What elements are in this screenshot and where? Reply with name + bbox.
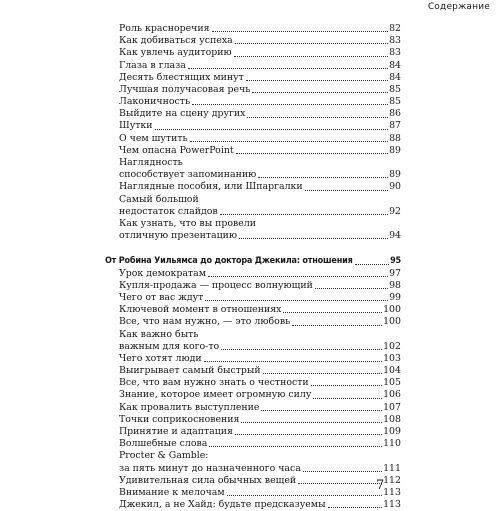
toc-entry-page: 109 xyxy=(383,425,401,437)
toc-section-title: От Робина Уильямса до доктора Джекила: отношения xyxy=(105,256,353,267)
toc-entry-title: Удивительная сила обычных вещей xyxy=(119,474,297,486)
toc-leader xyxy=(313,398,382,399)
toc-entry-title: Глаза в глаза xyxy=(119,59,186,71)
toc-entry xyxy=(105,475,401,487)
table-of-contents xyxy=(105,23,401,511)
toc-entry xyxy=(105,292,401,304)
toc-entry-page: 100 xyxy=(383,316,401,328)
toc-entry-page: 88 xyxy=(389,132,401,144)
toc-entry xyxy=(105,121,401,133)
toc-leader xyxy=(305,190,388,191)
toc-entry xyxy=(105,402,401,414)
toc-entry xyxy=(105,316,401,328)
toc-leader xyxy=(252,92,388,93)
toc-entry-page: 89 xyxy=(389,144,401,156)
toc-entry-title: способствует запоминанию xyxy=(119,169,257,181)
toc-block-second xyxy=(105,268,401,511)
toc-entry-page: 102 xyxy=(383,340,401,352)
toc-entry xyxy=(105,414,401,426)
toc-leader xyxy=(209,446,382,447)
toc-entry-page: 85 xyxy=(389,83,401,95)
toc-leader xyxy=(241,422,382,423)
toc-entry xyxy=(105,181,401,193)
toc-entry xyxy=(105,365,401,377)
toc-entry-page: 108 xyxy=(383,413,401,425)
toc-entry-title: Урок демократам xyxy=(119,267,207,279)
toc-entry-page: 82 xyxy=(389,22,401,34)
toc-entry-page: 97 xyxy=(389,267,401,279)
toc-entry-page: 84 xyxy=(389,59,401,71)
toc-entry-title: важным для кого-то xyxy=(119,340,220,352)
toc-leader xyxy=(247,117,388,118)
toc-entry-title: Ключевой момент в отношениях xyxy=(119,304,282,316)
toc-entry-title: Самый большой xyxy=(119,193,199,205)
toc-entry-title: Procter & Gamble: xyxy=(119,450,209,462)
toc-entry xyxy=(105,218,401,230)
toc-entry xyxy=(105,23,401,35)
toc-entry-title: Все, что нам нужно, — это любовь xyxy=(119,316,291,328)
toc-entry-page: 100 xyxy=(383,304,401,316)
toc-entry-page: 92 xyxy=(389,205,401,217)
toc-leader xyxy=(190,141,388,142)
running-head: Содержание xyxy=(427,2,490,12)
toc-entry xyxy=(105,426,401,438)
toc-entry-page: 99 xyxy=(389,291,401,303)
toc-leader xyxy=(236,153,388,154)
toc-leader xyxy=(298,483,382,484)
toc-entry-page: 85 xyxy=(389,96,401,108)
toc-entry-page: 103 xyxy=(383,352,401,364)
toc-entry xyxy=(105,47,401,59)
toc-entry-page: 83 xyxy=(389,35,401,47)
toc-leader xyxy=(155,129,389,130)
toc-entry xyxy=(105,353,401,365)
toc-entry xyxy=(105,341,401,353)
toc-entry-title: Волшебные слова xyxy=(119,438,208,450)
toc-entry-title: Наглядные пособия, или Шпаргалки xyxy=(119,181,303,193)
toc-entry xyxy=(105,450,401,462)
toc-entry-title: Как узнать, что вы провели xyxy=(119,218,257,229)
toc-section-heading xyxy=(105,255,401,267)
toc-entry-title: Точки соприкосновения xyxy=(119,413,240,425)
toc-entry-page: 94 xyxy=(389,230,401,242)
toc-leader xyxy=(188,68,388,69)
toc-entry xyxy=(105,280,401,292)
toc-leader xyxy=(261,410,382,411)
toc-leader xyxy=(315,288,388,289)
toc-leader xyxy=(303,471,382,472)
toc-entry xyxy=(105,96,401,108)
toc-entry-title: Как добиваться успеха xyxy=(119,35,233,47)
toc-entry xyxy=(105,438,401,450)
toc-leader xyxy=(258,177,388,178)
toc-entry-page: 90 xyxy=(389,181,401,193)
toc-block-first xyxy=(105,23,401,242)
toc-entry xyxy=(105,499,401,511)
toc-leader xyxy=(246,80,388,81)
toc-entry-title: Лучшая получасовая речь xyxy=(119,83,251,95)
toc-leader xyxy=(192,104,388,105)
toc-leader xyxy=(220,214,388,215)
toc-leader xyxy=(208,276,388,277)
toc-entry-title: Джекил, а не Хайд: будьте предсказуемы xyxy=(119,499,326,511)
toc-entry-title: Выигрывает самый быстрый xyxy=(119,365,261,377)
section-gap xyxy=(105,242,401,255)
toc-entry-page: 87 xyxy=(389,120,401,132)
toc-entry-title: Принятие и адаптация xyxy=(119,425,233,437)
toc-entry-title: Купля-продажа — процесс волнующий xyxy=(119,279,313,291)
toc-entry-title: Роль красноречия xyxy=(119,22,210,34)
toc-section-page: 95 xyxy=(390,256,401,267)
toc-entry-title: Внимание к мелочам xyxy=(119,486,225,498)
toc-entry-title: Знание, которое имеет огромную силу xyxy=(119,389,312,401)
toc-entry-title: Выйдите на сцену других xyxy=(119,108,246,120)
toc-entry-page: 83 xyxy=(389,47,401,59)
toc-leader xyxy=(283,312,382,313)
toc-entry-page: 84 xyxy=(389,71,401,83)
toc-entry xyxy=(105,157,401,169)
toc-leader xyxy=(234,56,388,57)
toc-entry xyxy=(105,108,401,120)
toc-entry-title: Как важно быть xyxy=(119,328,199,340)
toc-entry-page: 111 xyxy=(383,462,401,474)
toc-leader xyxy=(328,507,383,508)
toc-leader xyxy=(239,238,388,239)
toc-entry xyxy=(105,268,401,280)
toc-entry xyxy=(105,35,401,47)
toc-entry-page: 107 xyxy=(383,401,401,413)
toc-entry-title: Шутки xyxy=(119,120,153,132)
toc-leader xyxy=(227,495,382,496)
toc-leader xyxy=(355,264,390,265)
toc-entry xyxy=(105,72,401,84)
toc-entry xyxy=(105,304,401,316)
toc-entry-title: Как провалить выступление xyxy=(119,401,260,413)
toc-entry-page: 110 xyxy=(383,438,401,450)
toc-entry-page: 98 xyxy=(389,279,401,291)
toc-entry-title: за пять минут до назначенного часа xyxy=(119,462,301,474)
toc-entry xyxy=(105,487,401,499)
toc-leader xyxy=(235,43,388,44)
toc-leader xyxy=(263,373,382,374)
toc-entry-title: О чем шутить xyxy=(119,132,188,144)
toc-entry-title: Десять блестящих минут xyxy=(119,71,244,83)
toc-entry-title: Лаконичность xyxy=(119,96,191,108)
toc-entry-title: Чем опасна PowerPoint xyxy=(119,144,234,156)
toc-entry xyxy=(105,206,401,218)
toc-entry xyxy=(105,463,401,475)
toc-leader xyxy=(204,361,382,362)
toc-leader xyxy=(212,31,389,32)
toc-entry-page: 105 xyxy=(383,377,401,389)
page-number: 7 xyxy=(376,478,385,493)
toc-entry-title: Как увлечь аудиторию xyxy=(119,47,232,59)
toc-entry-page: 89 xyxy=(389,169,401,181)
toc-entry xyxy=(105,194,401,206)
toc-leader xyxy=(235,434,382,435)
toc-leader xyxy=(205,300,388,301)
toc-entry-page: 113 xyxy=(383,499,401,511)
toc-entry-title: отличную презентацию xyxy=(119,230,238,242)
toc-leader xyxy=(221,349,382,350)
toc-entry-page: 86 xyxy=(389,108,401,120)
toc-entry xyxy=(105,145,401,157)
toc-leader xyxy=(292,325,382,326)
toc-entry-page: 113 xyxy=(383,486,401,498)
toc-entry xyxy=(105,169,401,181)
toc-entry-title: Наглядность xyxy=(119,157,183,169)
toc-entry xyxy=(105,329,401,341)
toc-entry xyxy=(105,389,401,401)
toc-leader xyxy=(311,385,382,386)
toc-entry-title: Чего хотят люди xyxy=(119,352,202,364)
toc-entry-page: 104 xyxy=(383,365,401,377)
toc-entry-page: 106 xyxy=(383,389,401,401)
toc-entry xyxy=(105,133,401,145)
toc-entry-title: Чего от вас ждут xyxy=(119,291,204,303)
toc-entry-title: Все, что вам нужно знать о честности xyxy=(119,377,309,389)
toc-entry xyxy=(105,84,401,96)
toc-entry xyxy=(105,377,401,389)
toc-entry xyxy=(105,230,401,242)
toc-entry-page: 112 xyxy=(383,474,401,486)
toc-entry-title: недостаток слайдов xyxy=(119,205,218,217)
toc-entry xyxy=(105,60,401,72)
